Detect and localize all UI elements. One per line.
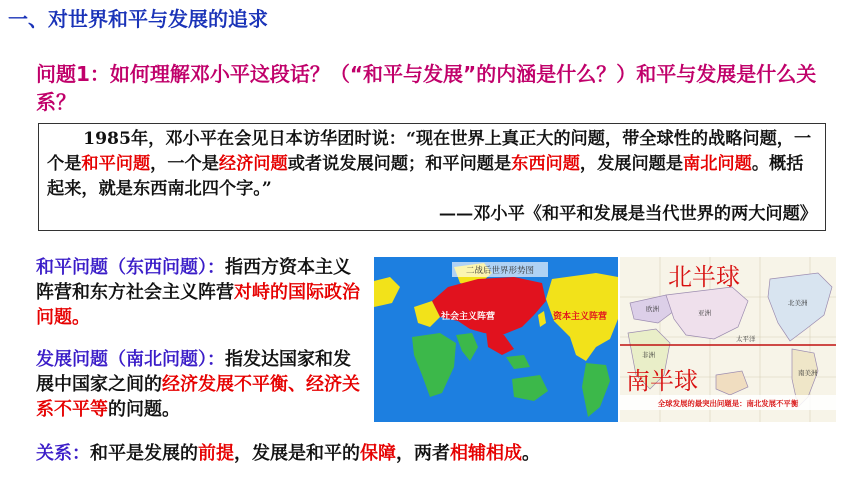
development-problem-highlight: 经济发展不平衡、经济关系不平等 [36, 374, 360, 420]
peace-problem-highlight: 对峙的国际政治问题。 [36, 282, 360, 328]
svg-text:南美洲: 南美洲 [798, 370, 818, 377]
svg-text:太平洋: 太平洋 [736, 336, 756, 343]
peace-problem-paragraph: 和平问题（东西问题）：指西方资本主义阵营和东方社会主义阵营对峙的国际政治问题。 [36, 257, 360, 328]
svg-text:北美洲: 北美洲 [788, 300, 808, 307]
quote-text: 1985年，邓小平在会见日本访华团时说：“现在世界上真正大的问题，带全球性的战略问题，一个是和平问题，一个是经济问题或者说发展问题；和平问题是东西问题，发展问题是南北问题。概括起来，就是东西南北四个字。” [47, 129, 812, 199]
svg-text:欧洲: 欧洲 [646, 306, 659, 313]
relation-label: 关系： [36, 443, 90, 464]
highlight-economic-problem: 经济问题 [218, 154, 288, 174]
highlight-east-west: 东西问题 [511, 154, 580, 174]
peace-problem-label: 和平问题（东西问题）： [36, 257, 225, 278]
north-south-world-map [620, 257, 836, 422]
map2-caption: 全球发展的最突出问题是：南北发展不平衡 [657, 399, 799, 408]
capitalist-bloc-label: 资本主义阵营 [552, 311, 608, 321]
cold-war-world-map [374, 257, 618, 422]
section-heading: 一、对世界和平与发展的追求 [8, 7, 268, 31]
socialist-bloc-label: 社会主义阵营 [440, 311, 496, 321]
quote-attribution: ——邓小平《和平和发展是当代世界的两大问题》 [438, 204, 817, 224]
highlight-north-south: 南北问题 [683, 154, 752, 174]
map1-title: 二战后世界形势图 [465, 265, 535, 275]
svg-text:非洲: 非洲 [642, 352, 655, 359]
development-problem-label: 发展问题（南北问题）： [36, 349, 225, 370]
relation-line: 关系：和平是发展的前提，发展是和平的保障，两者相辅相成。 [36, 443, 540, 464]
svg-text:亚洲: 亚洲 [698, 310, 711, 317]
question-1: 问题1：如何理解邓小平这段话？（“和平与发展”的内涵是什么？）和平与发展是什么关系？ [36, 62, 817, 114]
development-problem-paragraph: 发展问题（南北问题）：指发达国家和发展中国家之间的经济发展不平衡、经济关系不平等的问题。 [36, 349, 360, 420]
quote-box [38, 123, 826, 231]
south-hemisphere-label: 南半球 [626, 367, 698, 395]
highlight-peace-problem: 和平问题 [81, 154, 151, 174]
north-hemisphere-label: 北半球 [668, 263, 740, 291]
